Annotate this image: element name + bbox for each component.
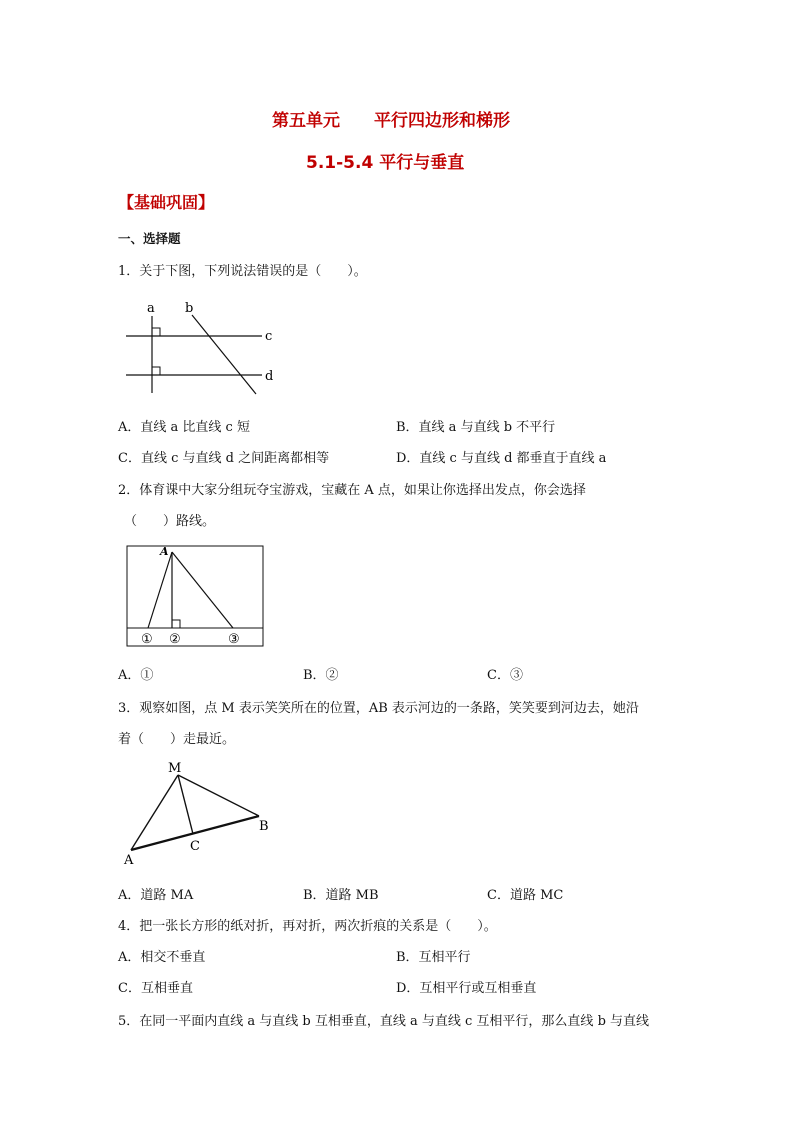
section-heading: 【基础巩固】 [118,193,215,212]
label-point-a: A [160,545,169,558]
label-c: C [190,839,200,854]
unit-label: 第五单元 [272,111,340,131]
q1-option-d: D．直线 c 与直线 d 都垂直于直线 a [396,451,607,466]
label-route-3: ③ [228,632,240,647]
label-a: A [124,853,134,868]
q4-option-c: C．互相垂直 [118,981,193,996]
label-route-2: ② [169,632,181,647]
unit-title: 平行四边形和梯形 [374,111,510,131]
q1-option-b: B．直线 a 与直线 b 不平行 [396,420,556,435]
q3-option-c: C．道路 MC [487,888,564,903]
q3-option-b: B．道路 MB [303,888,379,903]
path-mb [178,775,259,816]
q4-option-a: A．相交不垂直 [118,950,206,965]
q2-option-a: A．① [118,668,154,683]
q2-option-b: B．② [303,668,339,683]
question-5-text: 5．在同一平面内直线 a 与直线 b 互相垂直，直线 a 与直线 c 互相平行，那么直线 b 与直线 [118,1014,650,1029]
q1-option-a: A．直线 a 比直线 c 短 [118,420,250,435]
label-c: c [265,329,273,344]
question-2-text-line2: （ ）路线。 [124,514,216,529]
label-a: a [147,301,155,316]
lesson-title: 5.1-5.4 平行与垂直 [306,153,465,173]
question-3-text-line2: 着（ ）走最近。 [118,732,236,747]
q3-option-a: A．道路 MA [118,888,194,903]
part-heading: 一、选择题 [118,231,181,246]
question-1-text: 1．关于下图，下列说法错误的是（ ）。 [118,264,367,279]
label-b: B [259,819,269,834]
q4-option-d: D．互相平行或互相垂直 [396,981,537,996]
q1-option-c: C．直线 c 与直线 d 之间距离都相等 [118,451,330,466]
label-route-1: ① [141,632,153,647]
label-d: d [265,369,274,384]
label-b: b [185,301,194,316]
question-2-text-line1: 2．体育课中大家分组玩夺宝游戏，宝藏在 A 点，如果让你选择出发点，你会选择 [118,483,586,498]
path-mc [178,775,193,834]
q2-option-c: C．③ [487,668,523,683]
question-3-text-line1: 3．观察如图，点 M 表示笑笑所在的位置，AB 表示河边的一条路，笑笑要到河边去，她沿 [118,701,639,716]
question-4-text: 4．把一张长方形的纸对折，再对折，两次折痕的关系是（ ）。 [118,919,497,934]
q4-option-b: B．互相平行 [396,950,471,965]
label-m: M [168,761,182,776]
